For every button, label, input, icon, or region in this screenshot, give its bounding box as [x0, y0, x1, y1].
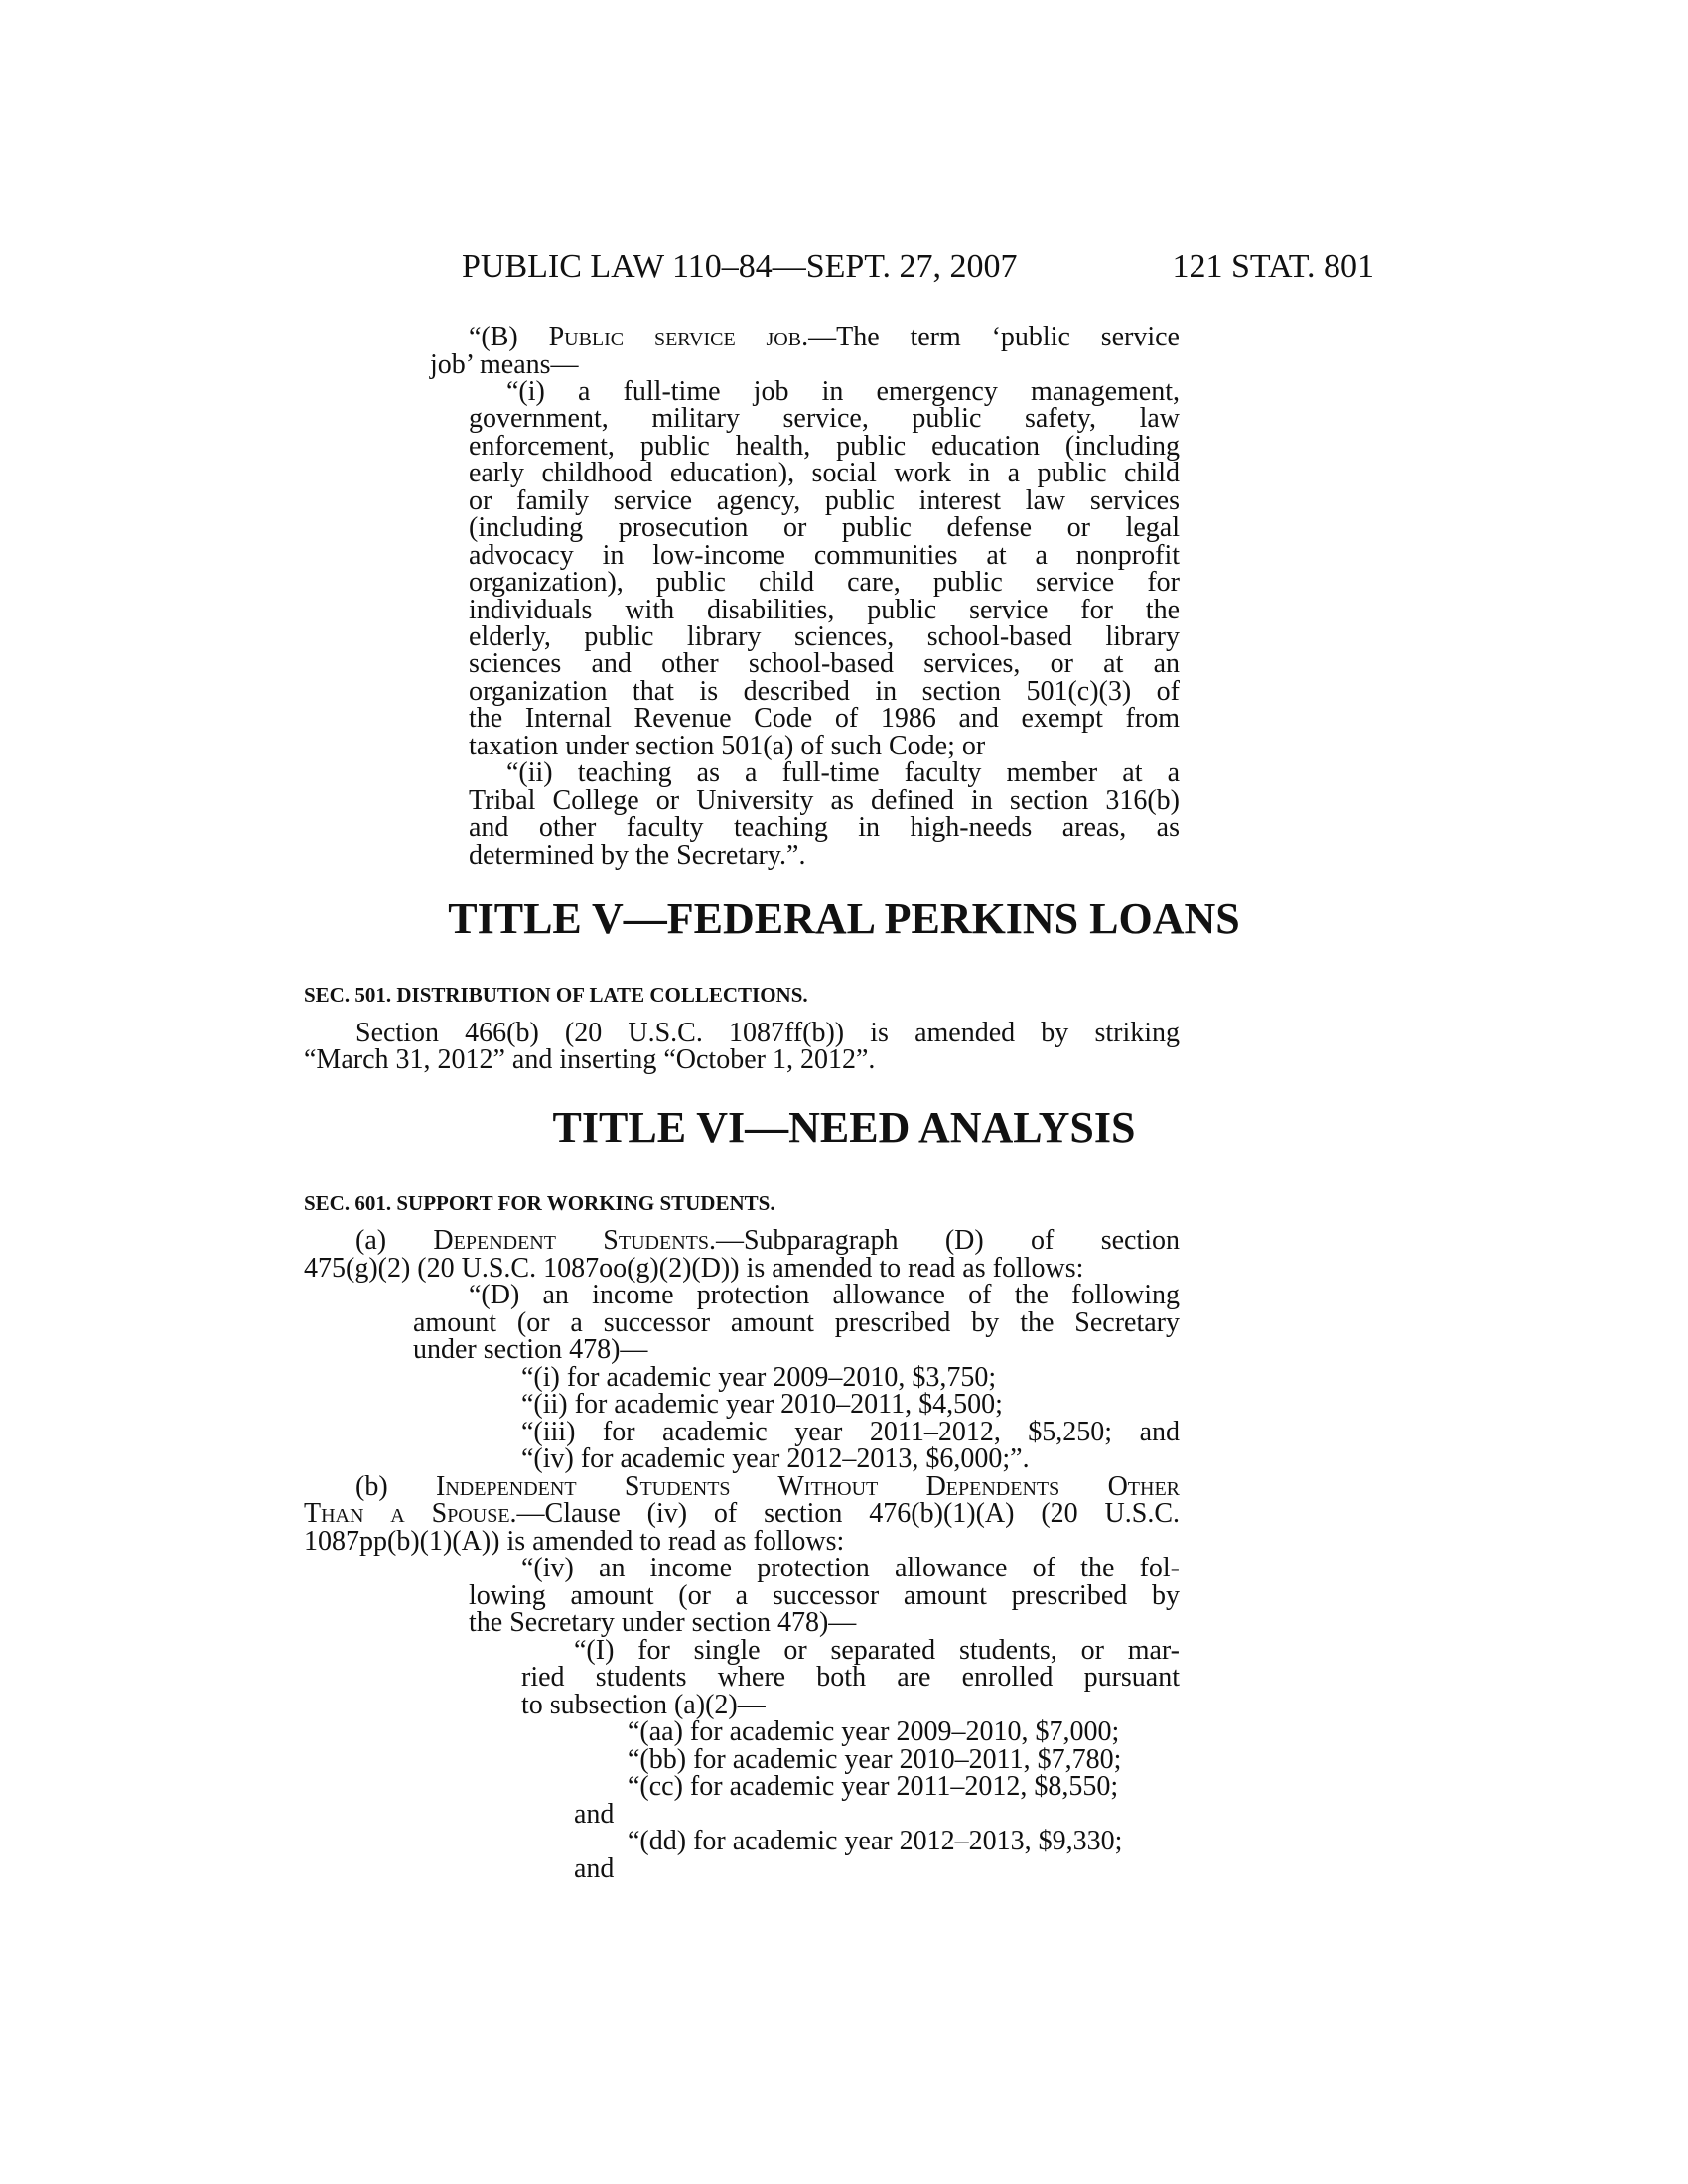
item-cc: “(cc) for academic year 2011–2012, $8,550; [628, 1771, 1119, 1802]
allowance-item: “(iii) for academic year 2011–2012, $5,250; and [521, 1417, 1180, 1447]
subsection-a-line: 475(g)(2) (20 U.S.C. 1087oo(g)(2)(D)) is amended to read as follows: [304, 1253, 1084, 1284]
subsection-a-term: Dependent Students [433, 1225, 709, 1256]
item-bb: “(bb) for academic year 2010–2011, $7,780; [628, 1744, 1122, 1775]
subclause-I-line: to subsection (a)(2)— [521, 1690, 766, 1720]
clause-i-line: advocacy in low-income communities at a nonprofit [469, 540, 1180, 571]
clause-i-line: early childhood education), social work in a public child [469, 458, 1180, 488]
allowance-item: “(iv) for academic year 2012–2013, $6,000;”. [521, 1443, 1030, 1474]
clause-ii-line: and other faculty teaching in high-needs areas, as [469, 812, 1180, 843]
item-dd: “(dd) for academic year 2012–2013, $9,330; [628, 1826, 1123, 1856]
clause-i-line: organization that is described in section 501(c)(3) of [469, 676, 1180, 707]
allowance-item: “(ii) for academic year 2010–2011, $4,500; [521, 1389, 1003, 1420]
clause-i-line: “(i) a full-time job in emergency management, [506, 376, 1180, 407]
sec-501-text: Section 466(b) (20 U.S.C. 1087ff(b)) is amended by striking [355, 1018, 1180, 1048]
title-vi-heading: TITLE VI—NEED ANALYSIS [552, 1103, 1136, 1152]
subpara-d-line: amount (or a successor amount prescribed by the Secretary [413, 1307, 1180, 1338]
sec-601-heading: SEC. 601. SUPPORT FOR WORKING STUDENTS. [304, 1191, 775, 1215]
clause-ii-line: “(ii) teaching as a full-time faculty member at a [506, 757, 1180, 788]
subclause-I-line: ried students where both are enrolled pursuant [521, 1662, 1180, 1693]
sec-501-heading: SEC. 501. DISTRIBUTION OF LATE COLLECTIONS. [304, 983, 808, 1007]
running-header [0, 248, 1688, 292]
header-stat-page: 121 STAT. 801 [1172, 248, 1374, 285]
title-v-heading: TITLE V—FEDERAL PERKINS LOANS [448, 894, 1240, 943]
clause-iv-line: “(iv) an income protection allowance of the fol- [521, 1553, 1180, 1583]
subsection-b-term: Independent Students Without Dependents Other [436, 1471, 1181, 1502]
subsection-b-line: Than a Spouse.—Clause (iv) of section 476(b)(1)(A) (20 U.S.C. [304, 1498, 1180, 1529]
conjunction-and: and [574, 1799, 615, 1830]
allowance-item: “(i) for academic year 2009–2010, $3,750; [521, 1362, 997, 1393]
subpara-d-line: under section 478)— [413, 1334, 648, 1365]
clause-ii-line: determined by the Secretary.”. [469, 840, 806, 871]
clause-i-line: elderly, public library sciences, school-based library [469, 621, 1180, 652]
b-definition-cont: job’ means— [430, 349, 579, 380]
subclause-I-line: “(I) for single or separated students, or mar- [574, 1635, 1180, 1666]
clause-iv-line: the Secretary under section 478)— [469, 1607, 857, 1638]
clause-i-line: organization), public child care, public service for [469, 567, 1180, 598]
clause-i-line: the Internal Revenue Code of 1986 and exempt from [469, 703, 1180, 734]
subsection-b-term-cont: Than a Spouse [304, 1498, 510, 1529]
clause-i-line: individuals with disabilities, public service for the [469, 595, 1180, 625]
subsection-a-line: (a) Dependent Students.—Subparagraph (D) of section [355, 1225, 1181, 1256]
b-definition-line: “(B) Public service job.—The term ‘public service [469, 322, 1180, 352]
header-law-date: PUBLIC LAW 110–84—SEPT. 27, 2007 [462, 248, 1018, 285]
clause-i-line: enforcement, public health, public education (including [469, 431, 1180, 462]
subsection-b-line: 1087pp(b)(1)(A)) is amended to read as follows: [304, 1526, 845, 1557]
clause-i-line: government, military service, public safety, law [469, 403, 1180, 434]
clause-i-line: sciences and other school-based services, or at an [469, 648, 1180, 679]
clause-i-line: (including prosecution or public defense or legal [469, 512, 1180, 543]
clause-i-line: taxation under section 501(a) of such Code; or [469, 731, 986, 761]
clause-ii-line: Tribal College or University as defined in section 316(b) [469, 785, 1180, 816]
sec-501-text: “March 31, 2012” and inserting “October 1, 2012”. [304, 1044, 876, 1075]
subsection-b-line: (b) Independent Students Without Dependents Other [355, 1471, 1181, 1502]
conjunction-and: and [574, 1853, 615, 1884]
b-defined-term: Public service job [548, 322, 802, 352]
clause-i-line: or family service agency, public interest law services [469, 485, 1180, 516]
item-aa: “(aa) for academic year 2009–2010, $7,000; [628, 1716, 1120, 1747]
clause-iv-line: lowing amount (or a successor amount prescribed by [469, 1580, 1180, 1611]
subpara-d-line: “(D) an income protection allowance of the following [469, 1280, 1180, 1310]
